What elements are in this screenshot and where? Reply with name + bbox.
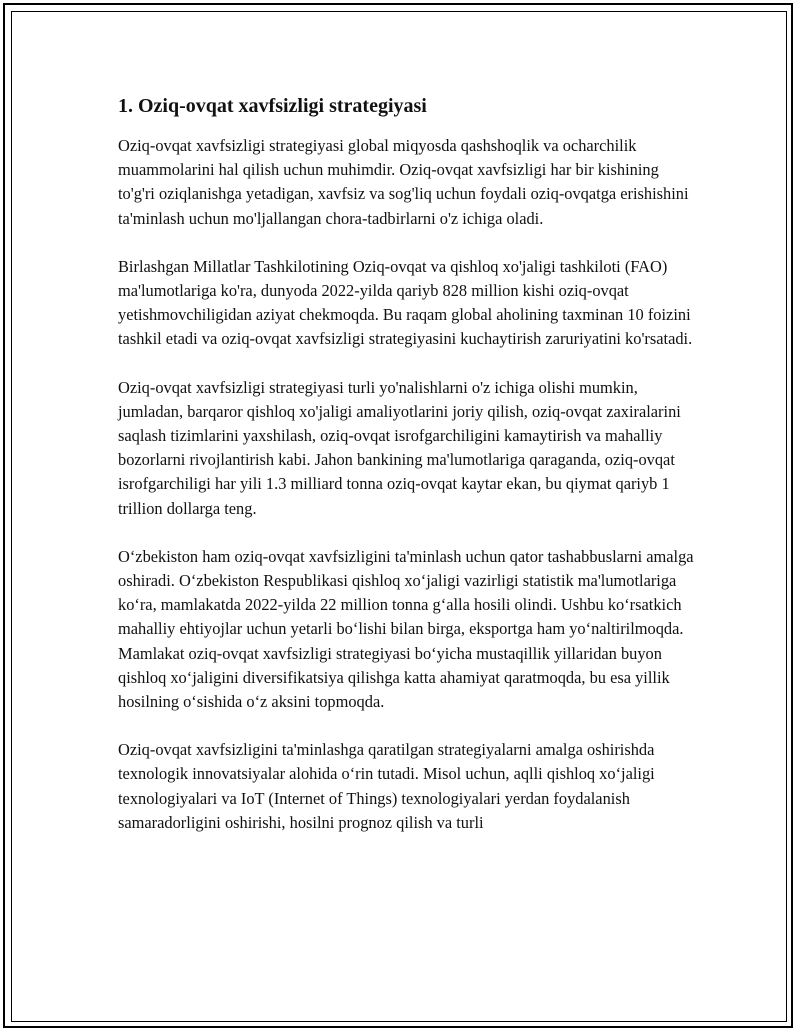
paragraph-fao-statistics: Birlashgan Millatlar Tashkilotining Oziq-ovqat va qishloq xo'jaligi tashkiloti (FAO) ma'lumotlariga ko'ra, dunyoda 2022-yilda qariyb 828 million kishi oziq-ovqat yetishmovchiligidan aziyat chekmoqda. Bu raqam global aholining taxminan 10 foizini tashkil etadi va oziq-ovqat xavfsizligi strategiyasini kuchaytirish zaruriyatini ko'rsatadi. xyxy=(118,256,693,349)
paragraph-food-security-intro: Oziq-ovqat xavfsizligi strategiyasi global miqyosda qashshoqlik va ocharchilik muammolarini hal qilish uchun muhimdir. Oziq-ovqat xavfsizligi har bir kishining to'g'ri oziqlanishga yetadigan, xavfsiz va sog'liq uchun foydali oziq-ovqatga erishishini ta'minlash uchun mo'ljallangan chora-tadbirlarni o'z ichiga oladi. xyxy=(118,136,689,228)
document-body xyxy=(118,92,698,859)
section-heading: 1. Oziq-ovqat xavfsizligi strategiyasi xyxy=(118,95,427,117)
paragraph-technology-innovations: Oziq-ovqat xavfsizligini ta'minlashga qaratilgan strategiyalarni amalga oshirishda texnologik innovatsiyalar alohida o‘rin tutadi. Misol uchun, aqlli qishloq xo‘jaligi texnologiyalari va IoT (Internet of Things) texnologiyalari yerdan foydalanish samaradorligini oshirishi, hosilni prognoz qilish va turli xyxy=(118,740,655,832)
paragraph-strategy-directions: Oziq-ovqat xavfsizligi strategiyasi turli yo'nalishlarni o'z ichiga olishi mumkin, jumladan, barqaror qishloq xo'jaligi amaliyotlarini joriy qilish, oziq-ovqat zaxiralarini saqlash tizimlarini yaxshilash, oziq-ovqat isrofgarchiligini kamaytirish va mahalliy bozorlarni rivojlantirish kabi. Jahon bankining ma'lumotlariga qaraganda, oziq-ovqat isrofgarchiligi har yili 1.3 milliard tonna oziq-ovqat kaytar ekan, bu qiymat qariyb 1 trillion dollarga teng. xyxy=(118,377,681,518)
paragraph-uzbekistan-initiatives: O‘zbekiston ham oziq-ovqat xavfsizligini ta'minlash uchun qator tashabbuslarni amalga oshiradi. O‘zbekiston Respublikasi qishloq xo‘jaligi vazirligi statistik ma'lumotlariga ko‘ra, mamlakatda 2022-yilda 22 million tonna g‘alla hosili olindi. Ushbu ko‘rsatkich mahalliy ehtiyojlar uchun yetarli bo‘lishi bilan birga, eksportga ham yo‘naltirilmoqda. Mamlakat oziq-ovqat xavfsizligi strategiyasi bo‘yicha mustaqillik yillaridan buyon qishloq xo‘jaligini diversifikatsiya qilishga katta ahamiyat qaratmoqda, bu esa yillik hosilning o‘sishida o‘z aksini topmoqda. xyxy=(118,546,694,712)
